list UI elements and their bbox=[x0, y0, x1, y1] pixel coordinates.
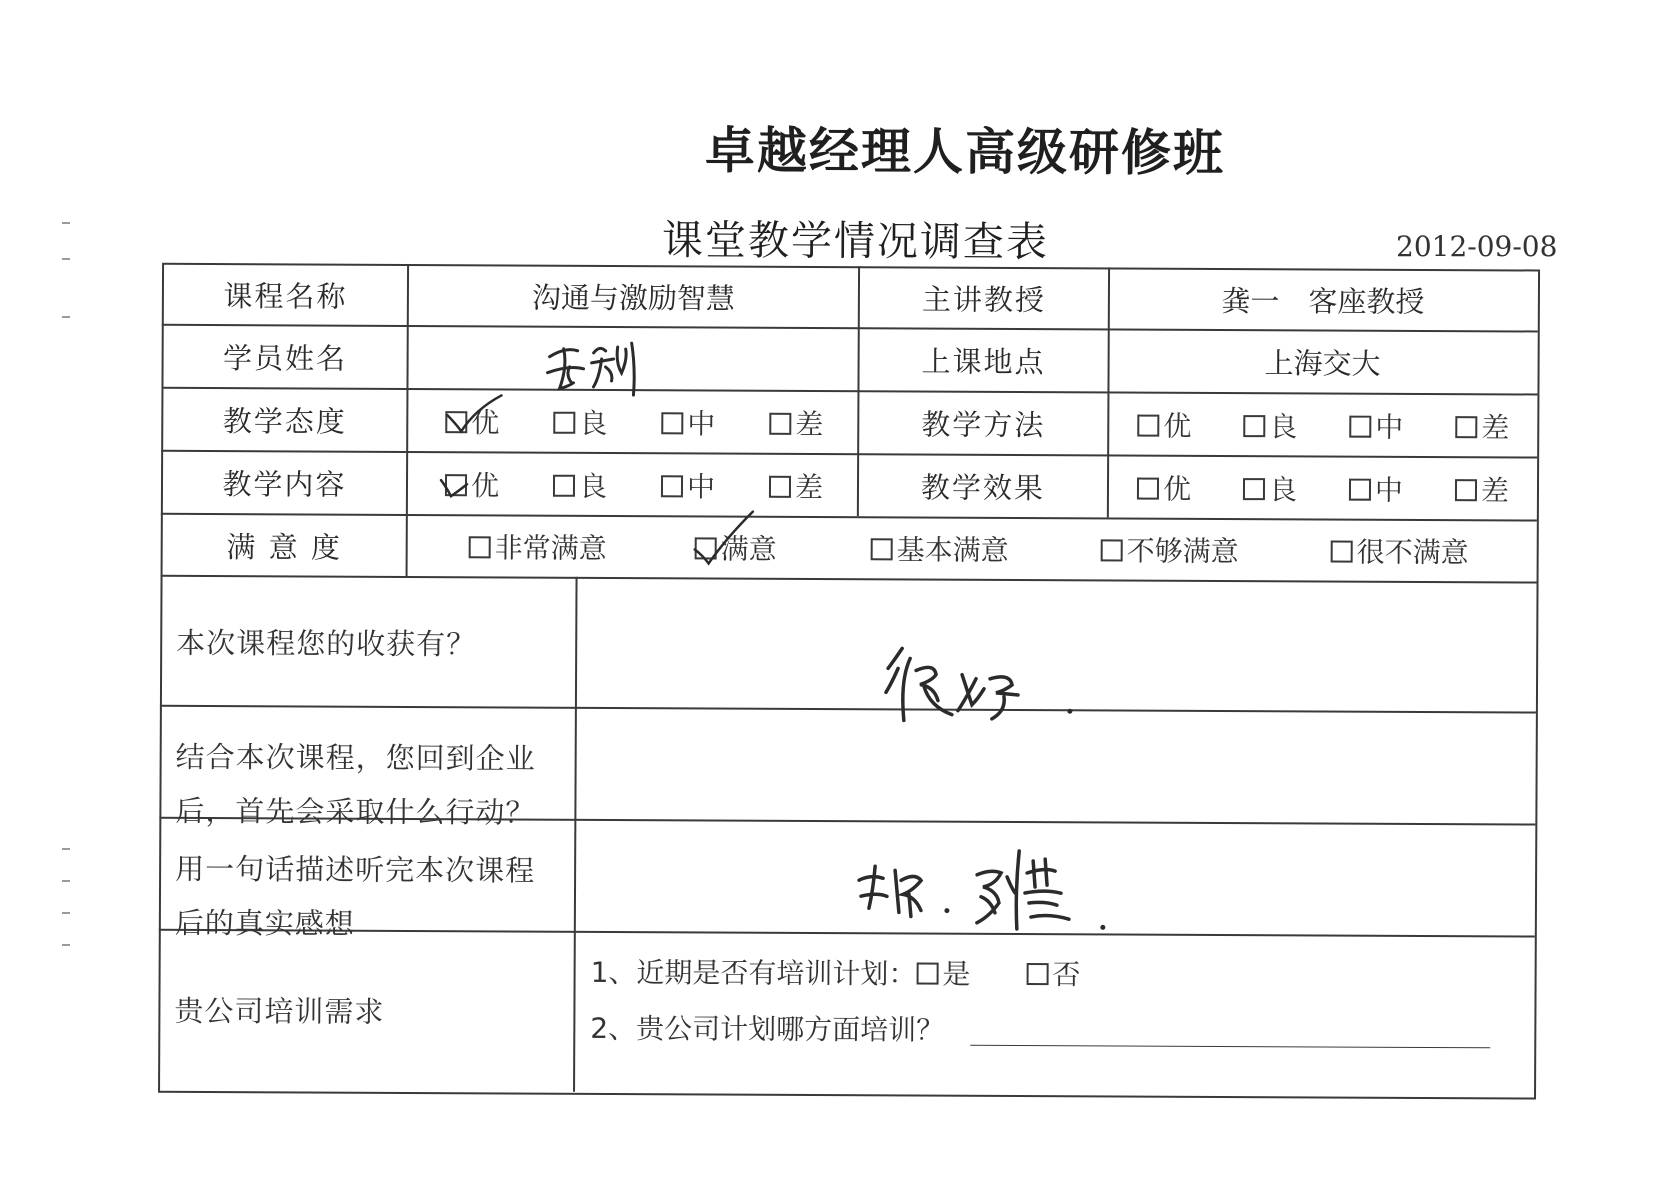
checkbox[interactable] bbox=[916, 962, 938, 984]
satisfaction-rating bbox=[469, 516, 1509, 581]
feeling-question-line2: 后的真实感想 bbox=[174, 905, 355, 941]
option-label: 中 bbox=[686, 469, 716, 503]
gain-answer bbox=[600, 639, 605, 640]
checkbox[interactable] bbox=[1349, 478, 1371, 500]
attitude-check-mark bbox=[441, 393, 511, 445]
option-label: 优 bbox=[471, 405, 500, 439]
action-question-line1: 结合本次课程，您回到企业 bbox=[175, 739, 536, 776]
method-option-good[interactable] bbox=[1243, 405, 1349, 446]
training-area-question bbox=[590, 1005, 944, 1051]
option-label: 差 bbox=[795, 407, 824, 441]
course-name-label: 课程名称 bbox=[223, 279, 348, 314]
option-label: 优 bbox=[1162, 472, 1192, 506]
teaching-effect-label: 教学效果 bbox=[920, 470, 1046, 506]
training-area-question-text: 2、贵公司计划哪方面培训？ bbox=[590, 1011, 945, 1047]
checkbox[interactable] bbox=[1026, 963, 1048, 985]
form-title: 卓越经理人高级研修班 bbox=[704, 120, 1226, 183]
teaching-attitude-label: 教学态度 bbox=[222, 404, 347, 439]
checkbox[interactable] bbox=[553, 474, 575, 496]
attitude-option-good[interactable] bbox=[553, 401, 661, 442]
checkbox[interactable] bbox=[661, 475, 683, 497]
option-label: 良 bbox=[578, 469, 608, 503]
checkbox[interactable] bbox=[661, 412, 683, 434]
checkbox[interactable] bbox=[1137, 477, 1159, 499]
survey-date: 2012-09-08 bbox=[1396, 230, 1558, 263]
location-value: 上海交大 bbox=[1264, 346, 1381, 381]
training-plan-question bbox=[591, 949, 1081, 995]
course-name-value: 沟通与激励智慧 bbox=[531, 280, 735, 316]
checkbox[interactable] bbox=[1455, 416, 1477, 438]
option-label: 否 bbox=[1052, 958, 1081, 992]
satisfaction-check-mark bbox=[691, 507, 761, 571]
effect-option-poor[interactable] bbox=[1455, 469, 1515, 509]
training-plan-question-text: 1、近期是否有培训计划： bbox=[590, 955, 917, 991]
checkbox[interactable] bbox=[769, 475, 791, 497]
effect-option-good[interactable] bbox=[1243, 468, 1349, 509]
option-label: 良 bbox=[579, 406, 608, 440]
student-name-label: 学员姓名 bbox=[223, 341, 348, 376]
form-subtitle: 课堂教学情况调查表 bbox=[661, 215, 1050, 267]
option-label: 很不满意 bbox=[1356, 535, 1469, 570]
location-label: 上课地点 bbox=[921, 344, 1046, 380]
option-label: 是 bbox=[942, 957, 971, 991]
checkbox[interactable] bbox=[469, 536, 491, 558]
content-check-mark bbox=[437, 466, 487, 506]
action-question-line2: 后，首先会采取什么行动？ bbox=[175, 793, 536, 830]
training-plan-no-option[interactable] bbox=[1026, 953, 1080, 993]
content-option-fair[interactable] bbox=[661, 465, 769, 506]
option-label: 满意 bbox=[720, 532, 777, 566]
option-label: 基本满意 bbox=[896, 533, 1009, 567]
attitude-option-fair[interactable] bbox=[661, 402, 769, 443]
checkbox[interactable] bbox=[553, 411, 575, 433]
gain-answer-handwriting bbox=[880, 640, 1100, 741]
method-option-fair[interactable] bbox=[1349, 405, 1455, 446]
checkbox[interactable] bbox=[1243, 478, 1265, 500]
checkbox[interactable] bbox=[871, 538, 893, 560]
feeling-answer-handwriting bbox=[849, 840, 1149, 941]
gain-question: 本次课程您的收获有？ bbox=[176, 625, 477, 662]
satisfaction-option-not-satisfied[interactable] bbox=[1101, 529, 1331, 570]
checkbox[interactable] bbox=[1137, 414, 1159, 436]
option-label: 差 bbox=[1480, 473, 1510, 507]
checkbox[interactable] bbox=[1349, 415, 1371, 437]
teaching-method-label: 教学方法 bbox=[921, 407, 1046, 443]
satisfaction-option-basically-satisfied[interactable] bbox=[871, 528, 1101, 569]
satisfaction-option-very-unsatisfied[interactable] bbox=[1331, 530, 1491, 571]
checkbox[interactable] bbox=[1331, 540, 1353, 562]
training-needs-label: 贵公司培训需求 bbox=[174, 993, 385, 1029]
feeling-answer bbox=[599, 879, 611, 880]
option-label: 优 bbox=[470, 468, 500, 502]
option-label: 中 bbox=[1374, 473, 1404, 507]
content-option-good[interactable] bbox=[553, 464, 661, 505]
option-label: 中 bbox=[1375, 410, 1404, 444]
method-option-poor[interactable] bbox=[1455, 406, 1515, 446]
checkbox[interactable] bbox=[1455, 479, 1477, 501]
option-label: 差 bbox=[1481, 410, 1510, 444]
option-label: 不够满意 bbox=[1126, 534, 1239, 569]
training-plan-yes-option[interactable] bbox=[916, 952, 1026, 993]
feeling-question-line1: 用一句话描述听完本次课程 bbox=[175, 851, 536, 888]
teaching-content-label: 教学内容 bbox=[222, 467, 347, 502]
effect-option-fair[interactable] bbox=[1349, 468, 1455, 509]
option-label: 中 bbox=[687, 406, 716, 440]
satisfaction-label: 满 意 度 bbox=[226, 529, 342, 565]
content-rating bbox=[445, 453, 845, 516]
effect-option-excellent[interactable] bbox=[1137, 467, 1243, 508]
option-label: 优 bbox=[1163, 409, 1192, 443]
checkbox[interactable] bbox=[1243, 415, 1265, 437]
option-label: 非常满意 bbox=[494, 531, 607, 565]
checkbox[interactable] bbox=[1101, 539, 1123, 561]
content-option-poor[interactable] bbox=[769, 465, 839, 505]
effect-rating bbox=[1137, 457, 1527, 520]
option-label: 良 bbox=[1269, 409, 1298, 443]
checkbox[interactable] bbox=[769, 412, 791, 434]
satisfaction-option-very-satisfied[interactable] bbox=[469, 526, 695, 567]
lecturer-value: 龚一 客座教授 bbox=[1221, 283, 1425, 319]
option-label: 差 bbox=[794, 470, 824, 504]
option-label: 良 bbox=[1268, 472, 1298, 506]
method-rating bbox=[1137, 394, 1527, 457]
attitude-option-poor[interactable] bbox=[769, 402, 839, 442]
method-option-excellent[interactable] bbox=[1137, 404, 1243, 445]
lecturer-label: 主讲教授 bbox=[921, 282, 1046, 318]
